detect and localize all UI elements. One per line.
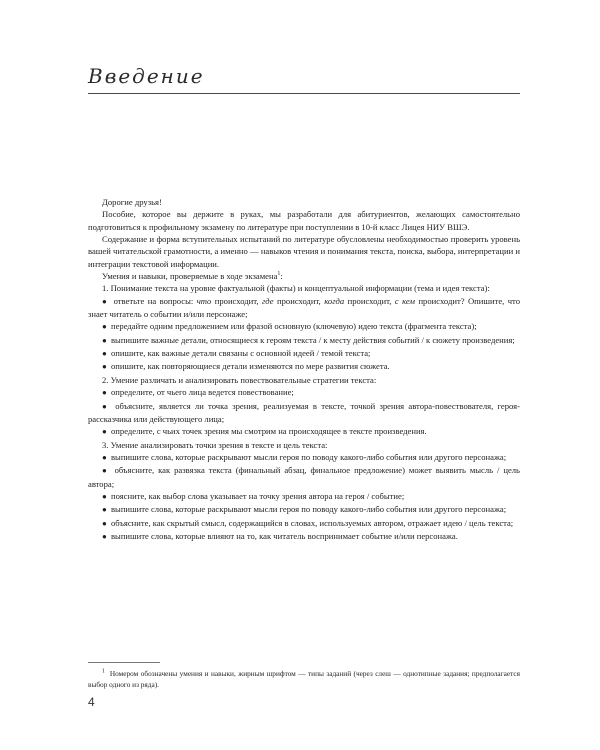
bullet-icon: ● xyxy=(102,427,107,437)
bullet-icon: ● xyxy=(102,388,107,398)
list-item xyxy=(88,425,520,438)
footnote-text xyxy=(88,668,520,690)
footnote xyxy=(88,668,520,690)
footnote-ref: 1 xyxy=(277,271,281,278)
list-item xyxy=(88,490,520,503)
bullet-icon: ● xyxy=(102,491,107,501)
list-item-text: определите, с чьих точек зрения мы смотрим на происходящее в тексте произведения. xyxy=(111,426,427,437)
list-item-text: объясните, является ли точка зрения, реализуемая в тексте, точкой зрения автора-повествователя, героя-рассказчика или действующего лица; xyxy=(88,400,520,424)
list-item-text: происходит? Опишите, что знает читатель о событии и/или персонаже; xyxy=(88,295,521,320)
list-item xyxy=(88,320,520,333)
list-item xyxy=(88,400,520,426)
paragraph-3 xyxy=(88,270,520,282)
section-1-title: 1. Понимание текста на уровне фактуальной (факты) и концептуальной информации (тема и идея текста): xyxy=(102,283,490,294)
list-item-text: передайте одним предложением или фразой основную (ключевую) идею текста (фрагмента текста); xyxy=(111,321,477,332)
list-item-text: объясните, как развязка текста (финальный абзац, финальное предложение) может выявить мысль / цель автора; xyxy=(88,465,520,489)
list-item xyxy=(88,530,520,543)
list-item-text: поясните, как выбор слова указывает на точку зрения автора на героя / событие; xyxy=(111,490,405,501)
emphasis-word: когда xyxy=(324,295,345,306)
emphasis-word: где xyxy=(261,295,274,306)
list-item-text: определите, от чьего лица ведется повествование; xyxy=(111,387,294,398)
list-item xyxy=(88,334,520,347)
paragraph-3-end: : xyxy=(280,271,283,282)
list-item xyxy=(88,386,520,399)
paragraph-2: Содержание и форма вступительных испытаний по литературе обусловлены необходимостью проверить уровень вашей читательской грамотности, а именно — навыков чтения и понимания текста, поиска, выбора, интерпретации и интеграции текстовой информации. xyxy=(88,234,520,269)
list-item xyxy=(88,360,520,373)
list-item-text: выпишите слова, которые раскрывают мысли героя по поводу какого-либо события или другого персонажа; xyxy=(111,451,507,462)
list-item xyxy=(88,451,520,464)
list-item-text: объясните, как скрытый смысл, содержащийся в словах, используемых автором, отражает идею / цель текста; xyxy=(111,517,514,528)
bullet-icon: ● xyxy=(102,362,107,372)
bullet-icon: ● xyxy=(102,296,109,306)
list-item-text: происходит, xyxy=(344,295,395,306)
bullet-icon: ● xyxy=(102,518,107,528)
list-item-text: происходит, xyxy=(273,295,325,306)
footnote-number: 1 xyxy=(102,668,105,675)
section-2-title: 2. Умение различать и анализировать повествовательные стратегии текста: xyxy=(102,374,377,385)
bullet-icon: ● xyxy=(102,466,109,476)
emphasis-word: что xyxy=(196,295,212,306)
bullet-icon: ● xyxy=(102,322,107,332)
list-item xyxy=(88,347,520,360)
bullet-icon: ● xyxy=(102,335,107,345)
emphasis-word: с кем xyxy=(394,295,416,306)
paragraph-1: Пособие, которое вы держите в руках, мы разработали для абитуриентов, желающих самостоятельно подготовиться к профильному экзамену по литературе при поступлении в 10-й класс Лицея НИУ ВШЭ. xyxy=(88,209,520,232)
title-rule xyxy=(88,93,520,94)
list-item xyxy=(88,295,520,321)
list-item-text: происходит, xyxy=(211,295,262,306)
list-item-text: выпишите важные детали, относящиеся к героям текста / к месту действия событий / к сюжету произведения; xyxy=(111,334,515,345)
bullet-icon: ● xyxy=(102,505,107,515)
paragraph-3-text: Умения и навыки, проверяемые в ходе экзамена xyxy=(102,271,278,282)
greeting: Дорогие друзья! xyxy=(102,197,162,207)
page-number: 4 xyxy=(88,695,95,709)
footnote-rule xyxy=(88,662,160,663)
list-item-text: опишите, как повторяющиеся детали изменяются по мере развития сюжета. xyxy=(111,361,390,372)
list-item-text: выпишите слова, которые влияют на то, как читатель воспринимает событие и/или персонажа. xyxy=(111,530,458,541)
bullet-icon: ● xyxy=(102,401,109,411)
list-item xyxy=(88,464,520,490)
main-text xyxy=(88,196,520,543)
footnote-body: Номером обозначены умения и навыки, жирным шрифтом — типы заданий (через слеш — однотипные задания; предполагается выбор одного из ряда). xyxy=(88,669,520,689)
bullet-icon: ● xyxy=(102,349,107,359)
list-item-text: ответьте на вопросы: xyxy=(113,295,197,306)
bullet-icon: ● xyxy=(102,452,107,462)
list-item xyxy=(88,503,520,516)
list-item-text: выпишите слова, которые раскрывают мысли героя по поводу какого-либо события или другого персонажа; xyxy=(111,504,507,515)
list-item-text: опишите, как важные детали связаны с основной идеей / темой текста; xyxy=(111,348,371,359)
chapter-title: Введение xyxy=(88,64,205,88)
list-item xyxy=(88,517,520,530)
bullet-icon: ● xyxy=(102,531,107,541)
section-3-title: 3. Умение анализировать точки зрения в тексте и цель текста: xyxy=(102,439,328,450)
